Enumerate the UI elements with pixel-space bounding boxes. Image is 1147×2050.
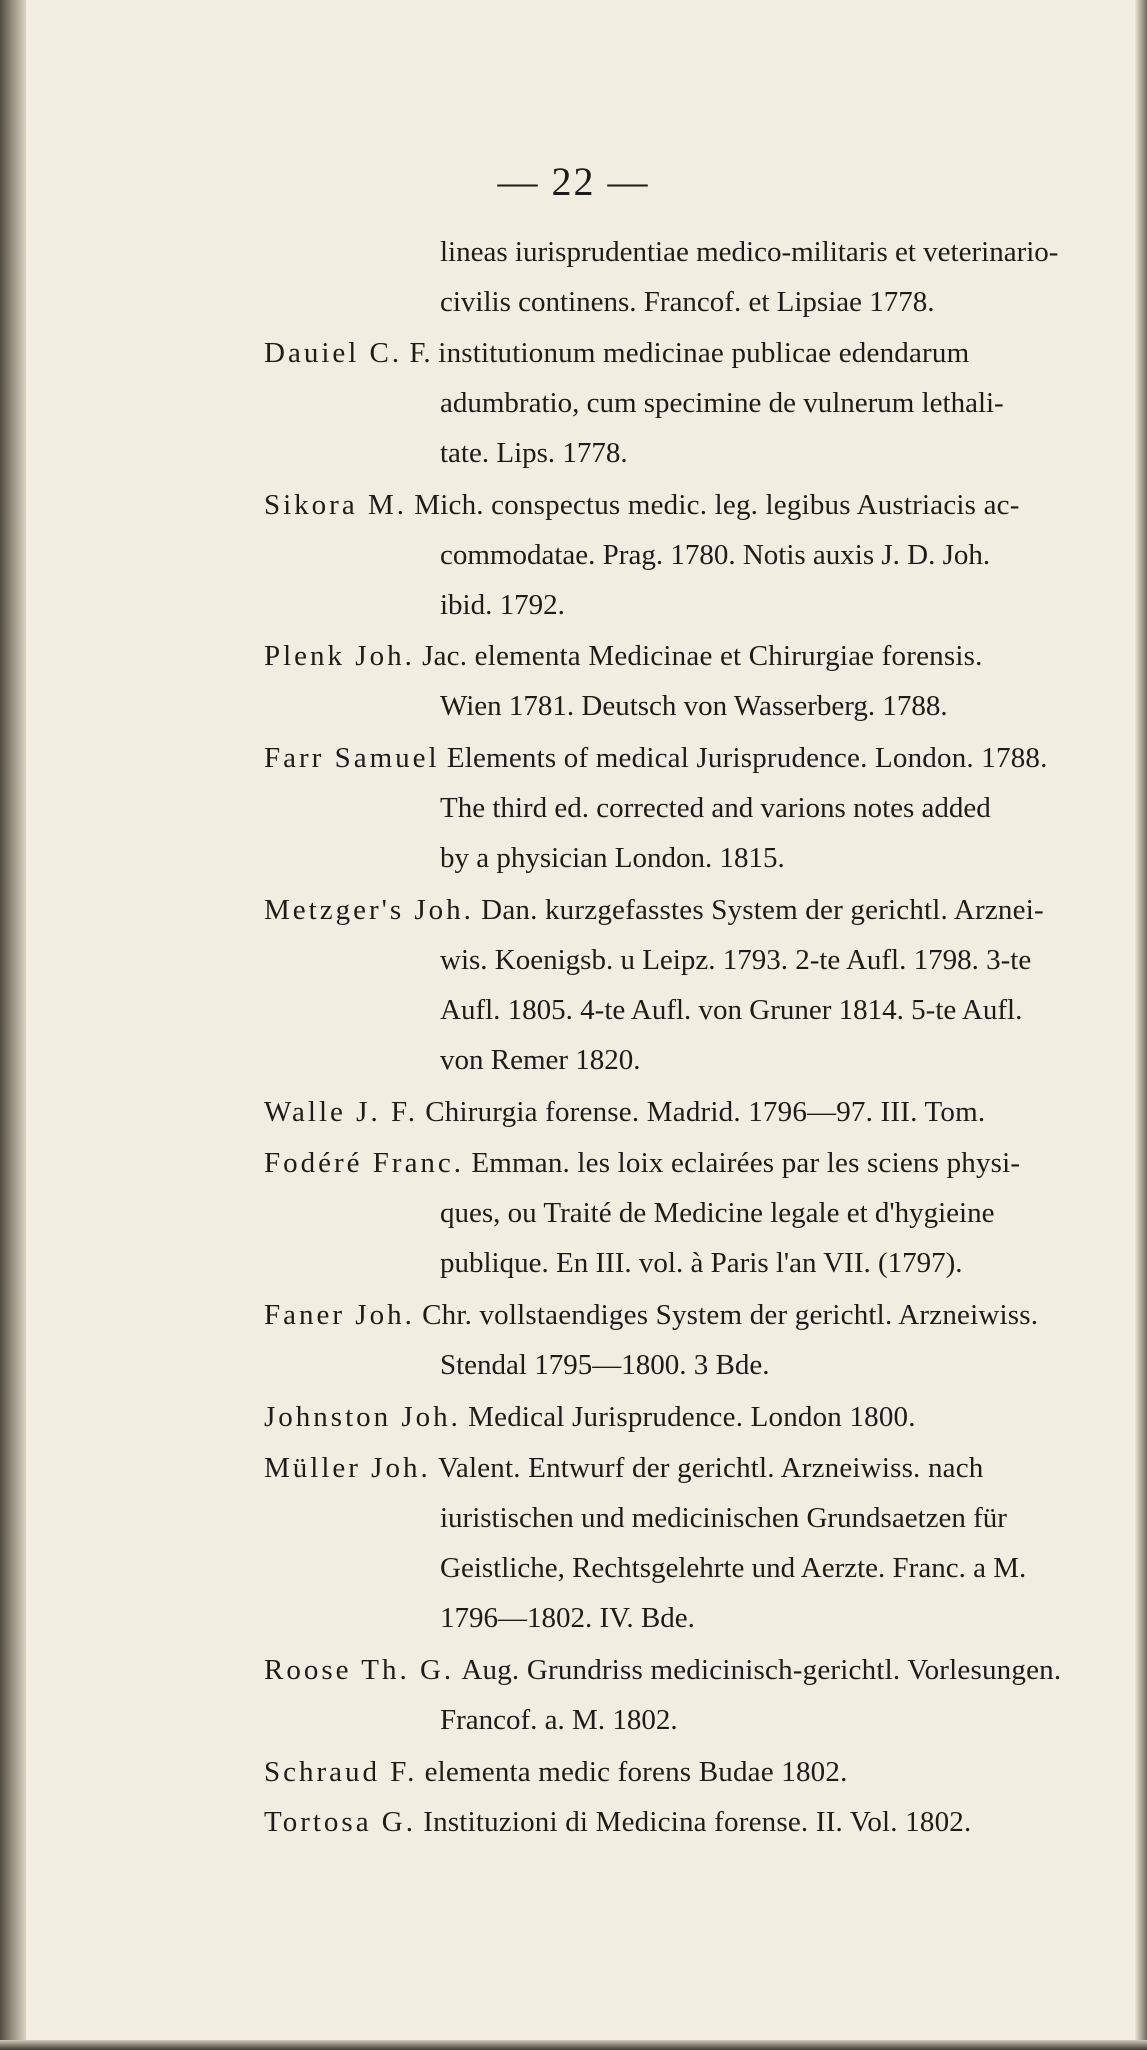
entry-continuation-line: tate. Lips. 1778. — [440, 437, 628, 469]
entry-author: Johnston Joh. — [264, 1401, 461, 1433]
entry-author: Plenk Joh. — [264, 640, 415, 672]
entry-first-line — [264, 1087, 1134, 1138]
entry-author: Metzger's Joh. — [264, 894, 474, 926]
entry-text: Jac. elementa Medicinae et Chirurgiae forensis. — [422, 640, 983, 672]
entry-continuation-line: Wien 1781. Deutsch von Wasserberg. 1788. — [440, 690, 948, 722]
entry-first-line — [264, 328, 1134, 379]
entry-first-line — [264, 733, 1134, 784]
entry-continuation-line: wis. Koenigsb. u Leipz. 1793. 2-te Aufl. 1798. 3-te — [440, 944, 1032, 976]
entry-text: Dan. kurzgefasstes System der gerichtl. Arznei- — [481, 894, 1044, 926]
entry-continuation-line: ibid. 1792. — [440, 589, 565, 621]
entry-first-line — [264, 631, 1134, 682]
entry-first-line — [264, 480, 1134, 531]
entry-continuation-line: Stendal 1795—1800. 3 Bde. — [440, 1349, 770, 1381]
entry-continuation-line: Francof. a. M. 1802. — [440, 1704, 678, 1736]
entry-author: Müller Joh. — [264, 1452, 431, 1484]
entry-first-line — [264, 1747, 1134, 1798]
entry-first-line — [264, 1392, 1134, 1443]
entry-text: Chirurgia forense. Madrid. 1796—97. III. Tom. — [425, 1096, 986, 1128]
entry-first-line — [264, 1290, 1134, 1341]
page-outer-edge — [1135, 0, 1147, 2050]
entry-continuation-line: Geistliche, Rechtsgelehrte und Aerzte. Franc. a M. — [440, 1552, 1027, 1584]
entry-first-line — [264, 1138, 1134, 1189]
entry-first-line — [264, 1443, 1134, 1494]
entry-continuation-line: publique. En III. vol. à Paris l'an VII. (1797). — [440, 1247, 963, 1279]
entry-text: Mich. conspectus medic. leg. legibus Austriacis ac- — [414, 489, 1020, 521]
entry-first-line — [264, 1797, 1134, 1848]
entry-continuation-line: adumbratio, cum specimine de vulnerum lethali- — [440, 387, 1004, 419]
page-binding-edge — [0, 0, 26, 2050]
entry-first-line — [264, 885, 1134, 936]
entry-author: Faner Joh. — [264, 1299, 415, 1331]
entry-text: F. institutionum medicinae publicae edendarum — [409, 337, 970, 369]
entry-continuation-line: ques, ou Traité de Medicine legale et d'hygieine — [440, 1197, 995, 1229]
entry-continuation-line: The third ed. corrected and varions notes added — [440, 792, 991, 824]
entry-author: Tortosa G. — [264, 1806, 417, 1838]
entry-first-line — [264, 1645, 1134, 1696]
page-bottom-edge — [0, 2040, 1147, 2050]
entry-text: Valent. Entwurf der gerichtl. Arzneiwiss. nach — [437, 1452, 984, 1484]
entry-author: Walle J. F. — [264, 1096, 418, 1128]
entry-text: Aug. Grundriss medicinisch-gerichtl. Vorlesungen. — [461, 1654, 1062, 1686]
entry-author: Fodéré Franc. — [264, 1147, 465, 1179]
entry-continuation-line: commodatae. Prag. 1780. Notis auxis J. D. Joh. — [440, 539, 991, 571]
entry-text: elementa medic forens Budae 1802. — [424, 1756, 848, 1788]
page-number: — 22 — — [497, 159, 650, 204]
entry-continuation-line: iuristischen und medicinischen Grundsaetzen für — [440, 1502, 1007, 1534]
entry-continuation-line: lineas iurisprudentiae medico-militaris et veterinario- — [440, 236, 1059, 268]
entry-text: Instituzioni di Medicina forense. II. Vol. 1802. — [423, 1806, 972, 1838]
entry-text: Medical Jurisprudence. London 1800. — [468, 1401, 916, 1433]
entry-text: Elements of medical Jurisprudence. London. 1788. — [446, 742, 1048, 774]
entry-continuation-line: von Remer 1820. — [440, 1044, 641, 1076]
entry-continuation-line: Aufl. 1805. 4-te Aufl. von Gruner 1814. 5-te Aufl. — [440, 994, 1023, 1026]
entry-text: Emman. les loix eclairées par les sciens physi- — [471, 1147, 1021, 1179]
entry-author: Sikora M. — [264, 489, 407, 521]
entry-author: Roose Th. G. — [264, 1654, 455, 1686]
entry-continuation-line: 1796—1802. IV. Bde. — [440, 1602, 695, 1634]
entry-text: Chr. vollstaendiges System der gerichtl. Arzneiwiss. — [422, 1299, 1039, 1331]
entry-author: Schraud F. — [264, 1756, 418, 1788]
entry-continuation-line: civilis continens. Francof. et Lipsiae 1778. — [440, 286, 935, 318]
entry-continuation-line: by a physician London. 1815. — [440, 842, 785, 874]
entry-author: Dauiel C. — [264, 337, 403, 369]
entry-author: Farr Samuel — [264, 742, 440, 774]
